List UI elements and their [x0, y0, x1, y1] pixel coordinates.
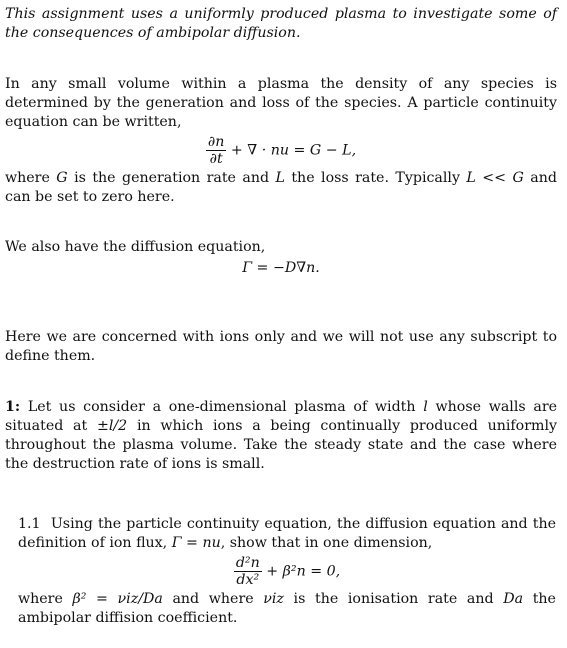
symbol-G: G — [56, 170, 68, 186]
continuity-fraction — [206, 134, 226, 167]
text-fragment: , show that in one dimension, — [220, 535, 433, 551]
text-fragment: is the generation rate and — [74, 170, 270, 186]
text-fragment: Let us consider a one-dimensional plasma of width — [27, 399, 416, 415]
text-fragment: and where — [172, 591, 254, 607]
continuity-paragraph — [5, 75, 557, 169]
question-1-1-label: 1.1 — [18, 516, 41, 532]
beta-definition: β² = νiz/Da — [72, 591, 163, 607]
ode-equation-rest: + β²n = 0, — [266, 563, 341, 580]
text-fragment: Using the particle continuity equation, the diffusion equation and the definition of ion flux, — [18, 516, 556, 551]
diffusion-equation: Γ = −D∇n. — [242, 260, 320, 276]
diffusion-text: We also have the diffusion equation, — [5, 239, 266, 255]
generation-loss-paragraph — [5, 169, 557, 207]
text-fragment: is the ionisation rate and — [293, 591, 494, 607]
question-1-label: 1: — [5, 399, 21, 415]
flux-definition: Γ = nu — [171, 535, 221, 551]
condition-expression: L << G — [466, 170, 524, 186]
symbol-L: L — [275, 170, 285, 186]
fraction-numerator: d²n — [235, 555, 260, 571]
fraction-numerator: ∂n — [207, 134, 225, 150]
text-fragment: where — [5, 170, 50, 186]
text-fragment: and can be set to zero here. — [5, 170, 557, 205]
symbol-nu-iz: νiz — [263, 591, 284, 607]
continuity-text: In any small volume within a plasma the density of any species is determined by the generation and loss of the species. A particle continuity equation can be written, — [5, 76, 557, 130]
fraction-denominator: ∂t — [209, 151, 223, 167]
diffusion-paragraph — [5, 238, 557, 280]
continuity-equation — [5, 134, 557, 167]
ode-equation — [18, 555, 556, 588]
wall-position-expression: ±l/2 — [96, 418, 128, 434]
text-fragment: whose walls are situated at — [5, 399, 558, 434]
text-fragment: where — [18, 591, 63, 607]
intro-paragraph: This assignment uses a uniformly produced plasma to investigate some of the consequences of ambipolar diffusion. — [5, 6, 557, 41]
ode-fraction — [234, 555, 262, 588]
text-fragment: the ambipolar diffision coefficient. — [18, 591, 556, 626]
text-fragment: in which ions a being continually produced uniformly throughout the plasma volume. Take the steady state and the case where the destruction rate of ions is small. — [5, 418, 558, 472]
text-fragment: the loss rate. Typically — [291, 170, 460, 186]
symbol-Da: Da — [503, 591, 524, 607]
question-1 — [5, 398, 557, 474]
continuity-equation-rest: + ∇ · nu = G − L, — [230, 142, 357, 159]
symbol-l: l — [423, 399, 428, 415]
fraction-denominator: dx² — [236, 572, 260, 588]
question-1-1 — [18, 515, 556, 628]
ions-paragraph: Here we are concerned with ions only and we will not use any subscript to define them. — [5, 329, 557, 364]
